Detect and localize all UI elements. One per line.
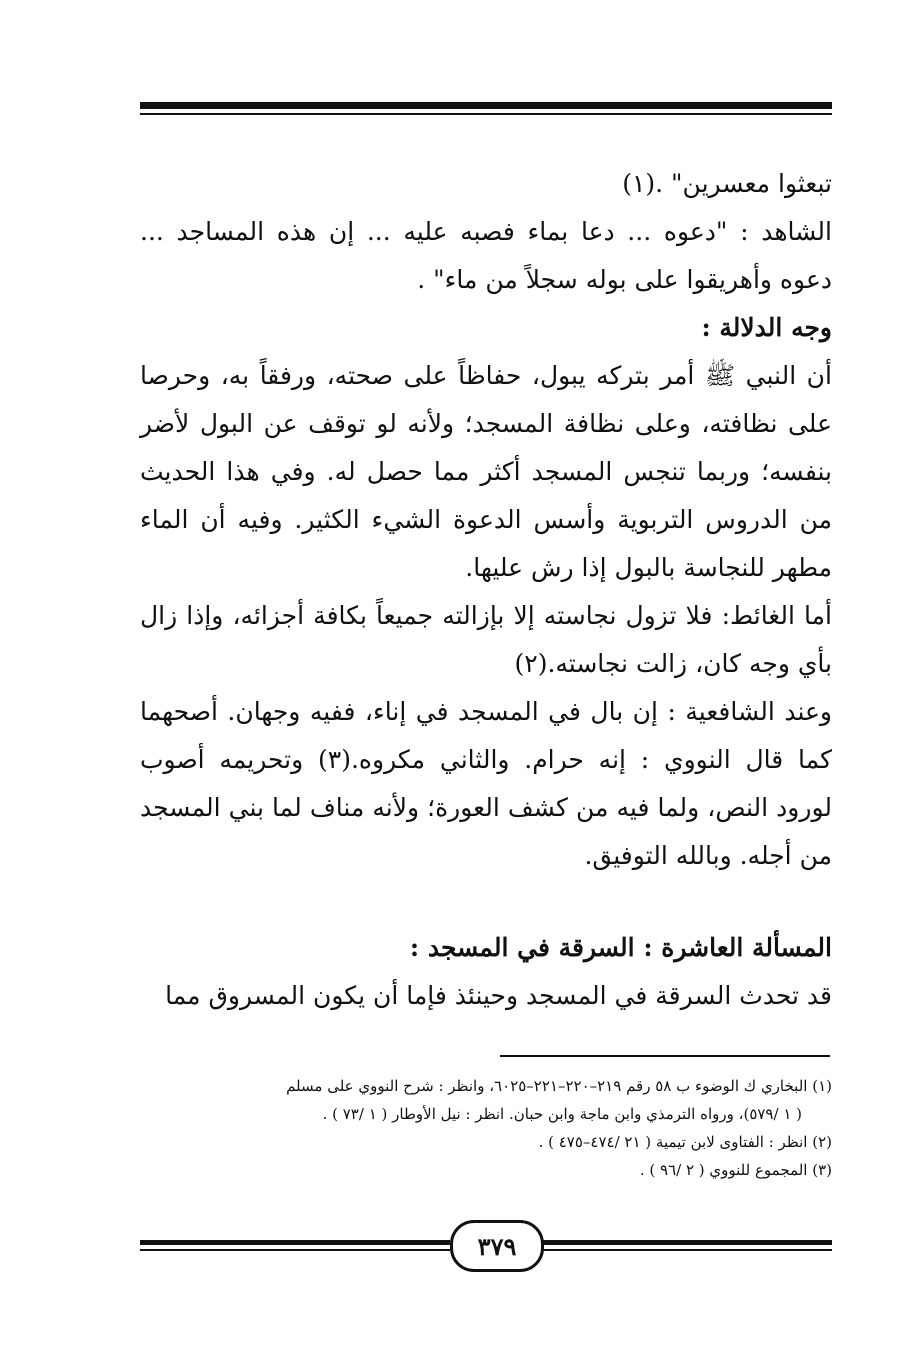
page-body: [140, 160, 832, 1020]
heading-wajh-dalala: وجه الدلالة :: [701, 313, 832, 342]
footnote-3: (٣) المجموع للنووي ( ٢ /٩٦ ) .: [639, 1161, 832, 1179]
footnote-1: (١) البخاري ك الوضوء ب ٥٨ رقم ٢١٩–٢٢٠–٢٢١–٦٠٢٥، وانظر : شرح النووي على مسلم: [286, 1077, 832, 1095]
header-rule-thick: [140, 102, 832, 109]
paragraph-theft: قد تحدث السرقة في المسجد وحينئذ فإما أن يكون المسروق مما: [165, 981, 832, 1010]
paragraph-hadith-end: تبعثوا معسرين" .(١): [622, 169, 832, 198]
paragraph-shahid: الشاهد : "دعوه ... دعا بماء فصبه عليه ... إن هذه المساجد ... دعوه وأهريقوا على بوله سجلاً من ماء" .: [140, 217, 832, 294]
header-rule-thin: [140, 113, 832, 115]
footer-rule-right-thick: [540, 1240, 832, 1245]
footer-rule-left-thin: [140, 1249, 450, 1251]
footnote-1-continued: ( ١ /٥٧٩)، ورواه الترمذي وابن ماجة وابن حبان. انظر : نيل الأوطار ( ١ /٧٣ ) .: [322, 1105, 802, 1123]
paragraph-shafiiya: وعند الشافعية : إن بال في المسجد في إناء، ففيه وجهان. أصحهما كما قال النووي : إنه حرام. والثاني مكروه.(٣) وتحريمه أصوب لورود النص، ولما فيه من كشف العورة؛ ولأنه مناف لما بني المسجد من أجله. وبالله التوفيق.: [140, 697, 832, 870]
footer-rule-right-thin: [540, 1249, 832, 1251]
footnotes: [140, 1072, 832, 1184]
section-gap: [140, 880, 832, 924]
paragraph-dalala: أن النبي ﷺ أمر بتركه يبول، حفاظاً على صحته، ورفقاً به، وحرصا على نظافته، وعلى نظافة المسجد؛ ولأنه لو توقف عن البول لأضر بنفسه؛ وربما تنجس المسجد أكثر مما حصل له. وفي هذا الحديث من الدروس التربوية وأسس الدعوة الشيء الكثير. وفيه أن الماء مطهر للنجاسة بالبول إذا رش عليها.: [140, 361, 832, 582]
paragraph-ghait: أما الغائط: فلا تزول نجاسته إلا بإزالته جميعاً بكافة أجزائه، وإذا زال بأي وجه كان، زالت نجاسته.(٢): [140, 601, 832, 678]
section-heading-theft: المسألة العاشرة : السرقة في المسجد :: [409, 933, 832, 962]
page-number: ٣٧٩: [450, 1220, 544, 1272]
footer-rule-left-thick: [140, 1240, 450, 1245]
footnote-separator: [500, 1055, 830, 1057]
footnote-2: (٢) انظر : الفتاوى لابن تيمية ( ٢١ /٤٧٤–٤٧٥ ) .: [538, 1133, 832, 1151]
